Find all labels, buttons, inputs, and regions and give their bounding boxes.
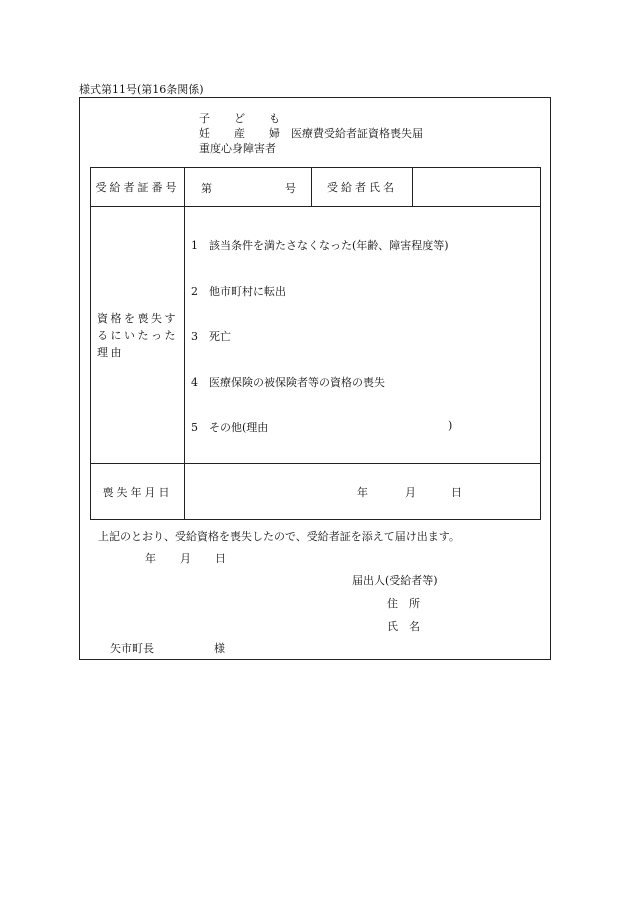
submit-day: 日 xyxy=(215,552,226,565)
submit-month: 月 xyxy=(180,552,191,565)
recipient-name-label: 受給者氏名 xyxy=(312,168,413,207)
title-ninsanpu xyxy=(199,125,304,141)
reason-number: 3 xyxy=(191,330,198,343)
date-day: 日 xyxy=(451,486,462,499)
title-char: も xyxy=(269,112,280,125)
title-char: 婦 xyxy=(269,127,280,140)
reason-option-3[interactable] xyxy=(191,328,231,344)
reason-text: 他市町村に転出 xyxy=(209,285,286,298)
form-title: 医療費受給者証資格喪失届 xyxy=(291,127,423,140)
reason-number: 1 xyxy=(191,239,198,252)
reason-text: 医療保険の被保険者等の資格の喪失 xyxy=(209,376,385,389)
date-month: 月 xyxy=(405,486,416,499)
reason-text: 死亡 xyxy=(209,330,231,343)
reason-options xyxy=(185,207,541,464)
title-char: 妊 xyxy=(199,127,210,140)
loss-date-field[interactable] xyxy=(185,464,541,520)
applicant-label: 届出人(受給者等) xyxy=(352,574,438,587)
reason-number: 5 xyxy=(191,421,198,434)
reason-option-4[interactable] xyxy=(191,374,385,390)
reason-number: 4 xyxy=(191,376,198,389)
title-disabled: 重度心身障害者 xyxy=(199,142,276,155)
reason-label: 資格を喪失するにいたった理由 xyxy=(91,207,185,464)
honorific: 様 xyxy=(214,642,225,655)
title-kodomo xyxy=(199,110,304,126)
number-prefix: 第 xyxy=(201,182,212,195)
form-table xyxy=(90,167,541,520)
reason-number: 2 xyxy=(191,285,198,298)
reason-option-5[interactable] xyxy=(191,419,268,435)
address-label: 住 所 xyxy=(387,597,420,610)
reason-text: 該当条件を満たさなくなった(年齢、障害程度等) xyxy=(209,239,449,252)
reason-option-2[interactable] xyxy=(191,283,286,299)
submit-year: 年 xyxy=(145,552,156,565)
recipient-name-field[interactable] xyxy=(413,168,541,207)
form-number-label: 様式第11号(第16条関係) xyxy=(79,83,204,96)
number-suffix: 号 xyxy=(285,182,296,195)
date-year: 年 xyxy=(357,486,368,499)
reason-text: その他(理由 xyxy=(209,421,269,434)
cert-number-field[interactable] xyxy=(185,168,312,207)
title-char: 子 xyxy=(199,112,210,125)
cert-number-label: 受給者証番号 xyxy=(91,168,185,207)
loss-date-label: 喪失年月日 xyxy=(91,464,185,520)
title-char: ど xyxy=(234,112,245,125)
addressee-mayor: 矢市町長 xyxy=(110,642,154,655)
applicant-name-label: 氏 名 xyxy=(387,620,420,633)
reason-option-1[interactable] xyxy=(191,237,449,253)
title-char: 産 xyxy=(234,127,245,140)
reason-close-paren: ) xyxy=(448,419,453,432)
declaration-text: 上記のとおり、受給資格を喪失したので、受給者証を添えて届け出ます。 xyxy=(98,530,460,543)
